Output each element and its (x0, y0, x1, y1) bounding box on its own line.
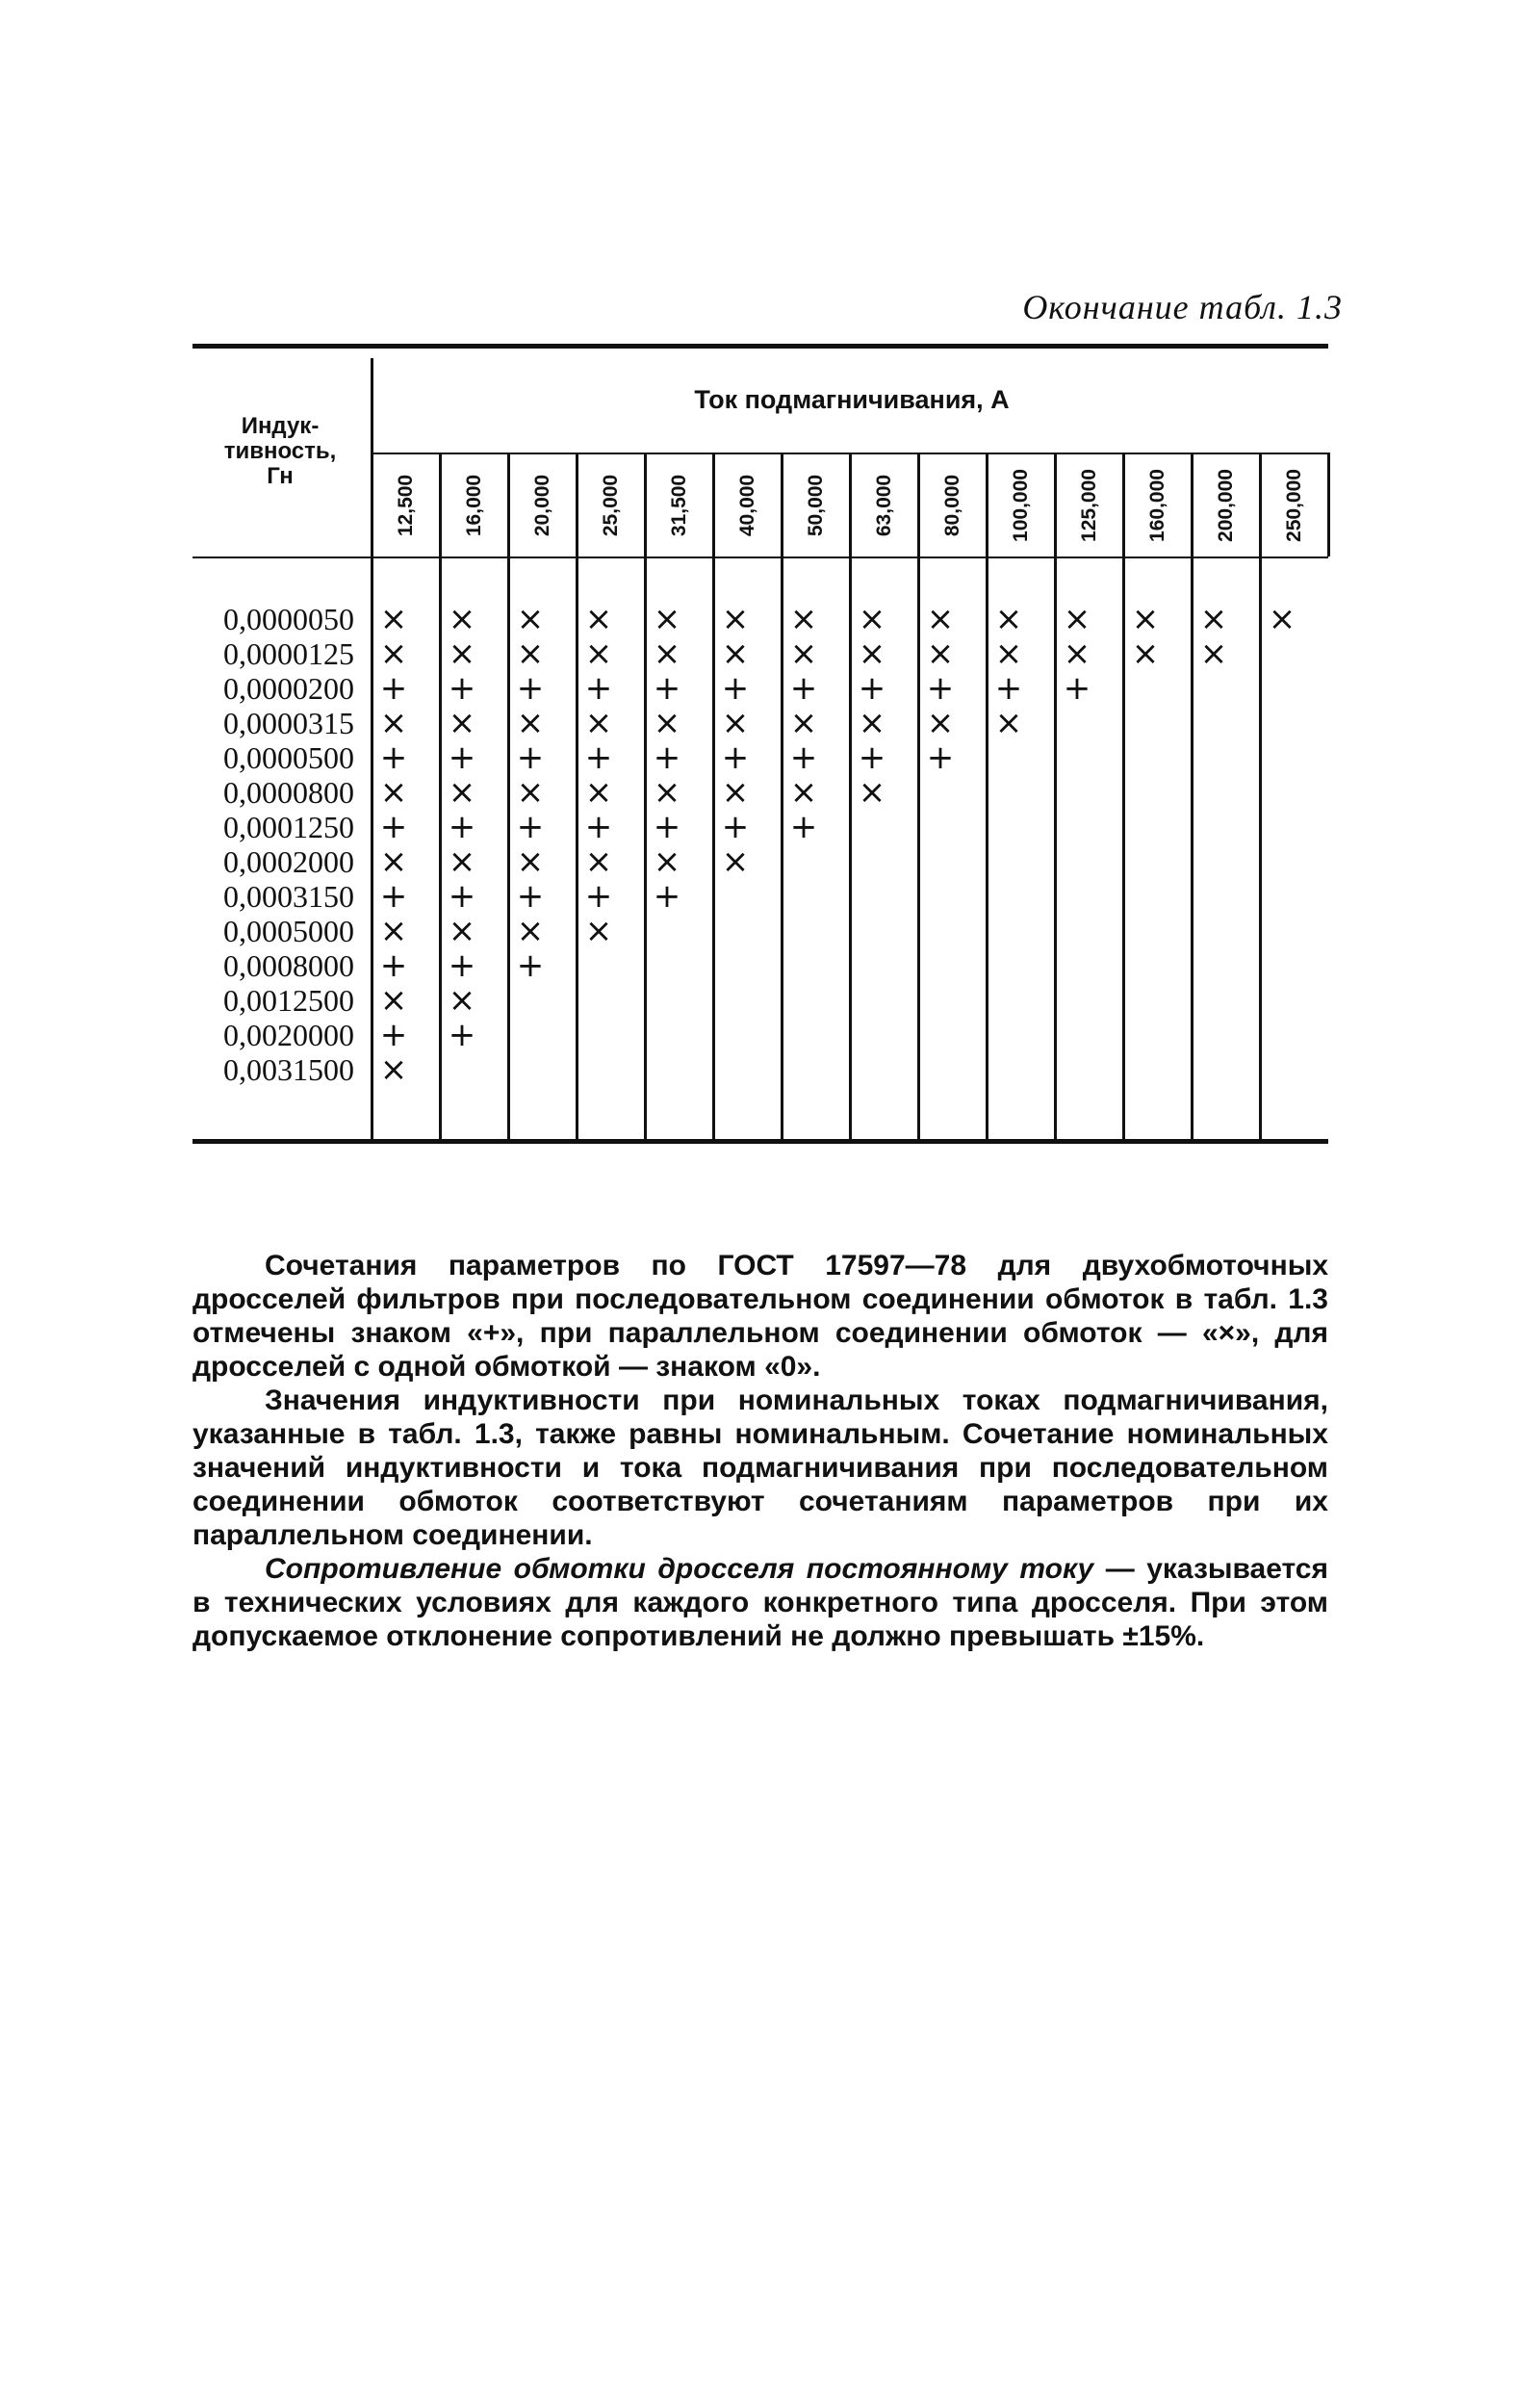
column-separator-line (917, 453, 920, 1139)
parallel-mark: × (379, 981, 408, 1020)
series-mark: + (584, 877, 613, 916)
parallel-mark: × (584, 600, 613, 638)
parallel-mark: × (721, 600, 750, 638)
inductance-value: 0,0020000 (223, 1018, 354, 1052)
series-mark: + (379, 1016, 408, 1054)
inductance-value: 0,0000800 (223, 775, 354, 810)
parallel-mark: × (653, 773, 681, 812)
series-mark: + (653, 877, 681, 916)
column-separator-line (986, 453, 988, 1139)
parallel-mark: × (858, 704, 886, 742)
series-mark: + (926, 669, 955, 708)
column-separator-line (439, 453, 442, 1139)
parallel-mark: × (379, 773, 408, 812)
parallel-mark: × (653, 704, 681, 742)
parallel-mark: × (379, 912, 408, 950)
parallel-mark: × (448, 634, 476, 673)
series-mark: + (653, 738, 681, 777)
column-separator-line (576, 453, 578, 1139)
series-mark: + (789, 808, 818, 846)
parallel-mark: × (721, 773, 750, 812)
parallel-mark: × (926, 600, 955, 638)
table-top-rule (192, 344, 1328, 349)
stub-separator-line (371, 358, 373, 1139)
series-mark: + (721, 669, 750, 708)
inductance-value: 0,0005000 (223, 914, 354, 948)
series-mark: + (858, 669, 886, 708)
parallel-mark: × (1063, 634, 1091, 673)
table-bottom-rule (192, 1139, 1328, 1144)
parallel-mark: × (448, 704, 476, 742)
parallel-mark: × (584, 634, 613, 673)
parallel-mark: × (448, 600, 476, 638)
parallel-mark: × (516, 842, 545, 881)
series-mark: + (584, 669, 613, 708)
parallel-mark: × (448, 842, 476, 881)
parallel-mark: × (789, 634, 818, 673)
parallel-mark: × (858, 634, 886, 673)
parallel-mark: × (721, 842, 750, 881)
paragraph-2: Значения индуктивности при номинальных токах подмагничивания, указанные в табл. 1.3, также равны номинальным. Сочетание номинальных значений индуктивности и тока подмагничивания при последовательном соединении обмоток соответствуют сочетаниям параметров при их параллельном соединении. (192, 1385, 1328, 1551)
parallel-mark: × (789, 773, 818, 812)
inductance-value: 0,0000050 (223, 602, 354, 636)
series-mark: + (379, 946, 408, 985)
series-mark: + (653, 669, 681, 708)
series-mark: + (584, 738, 613, 777)
parallel-mark: × (858, 600, 886, 638)
current-column-header: 250,000 (1282, 469, 1305, 542)
parallel-mark: × (1131, 600, 1160, 638)
series-mark: + (926, 738, 955, 777)
parallel-mark: × (379, 704, 408, 742)
column-separator-line (1327, 453, 1330, 556)
inductance-value: 0,0001250 (223, 810, 354, 844)
parallel-mark: × (721, 704, 750, 742)
series-mark: + (448, 808, 476, 846)
series-mark: + (516, 669, 545, 708)
inductance-value: 0,0031500 (223, 1052, 354, 1087)
series-mark: + (721, 738, 750, 777)
series-mark: + (448, 669, 476, 708)
inductance-value: 0,0002000 (223, 844, 354, 879)
column-separator-line (644, 453, 647, 1139)
parallel-mark: × (926, 704, 955, 742)
parallel-mark: × (789, 600, 818, 638)
current-column-header: 40,000 (735, 474, 758, 537)
parallel-mark: × (858, 773, 886, 812)
current-column-header: 125,000 (1077, 469, 1100, 542)
parallel-mark: × (516, 600, 545, 638)
parallel-mark: × (448, 981, 476, 1020)
inductance-value: 0,0000500 (223, 740, 354, 775)
inductance-value: 0,0003150 (223, 879, 354, 914)
current-column-header: 160,000 (1145, 469, 1168, 542)
parallel-mark: × (994, 704, 1023, 742)
paragraph-1: Сочетания параметров по ГОСТ 17597—78 для двухобмоточных дросселей фильтров при последовательном соединении обмоток в табл. 1.3 отмечены знаком «+», при параллельном соединении обмоток — «×», для дросселей с одной обмоткой — знаком «0». (192, 1250, 1328, 1383)
parallel-mark: × (584, 704, 613, 742)
inductance-value: 0,0000125 (223, 636, 354, 671)
series-mark: + (379, 877, 408, 916)
series-mark: + (789, 738, 818, 777)
current-column-header: 80,000 (940, 474, 963, 537)
parallel-mark: × (789, 704, 818, 742)
series-mark: + (516, 946, 545, 985)
current-column-header: 12,500 (394, 474, 417, 537)
parallel-mark: × (1199, 600, 1228, 638)
parallel-mark: × (584, 842, 613, 881)
series-mark: + (584, 808, 613, 846)
parallel-mark: × (994, 634, 1023, 673)
inductance-value: 0,0000315 (223, 706, 354, 740)
parallel-mark: × (379, 600, 408, 638)
parallel-mark: × (379, 634, 408, 673)
series-mark: + (379, 738, 408, 777)
series-mark: + (448, 946, 476, 985)
series-mark: + (516, 738, 545, 777)
series-mark: + (653, 808, 681, 846)
series-mark: + (379, 669, 408, 708)
parallel-mark: × (516, 773, 545, 812)
parallel-mark: × (1268, 600, 1296, 638)
series-mark: + (448, 1016, 476, 1054)
parallel-mark: × (448, 773, 476, 812)
series-mark: + (516, 808, 545, 846)
current-column-header: 200,000 (1214, 469, 1237, 542)
current-column-header: 63,000 (872, 474, 895, 537)
series-mark: + (379, 808, 408, 846)
inductance-value: 0,0008000 (223, 948, 354, 983)
parallel-mark: × (379, 1050, 408, 1089)
current-column-header: 50,000 (804, 474, 827, 537)
series-mark: + (448, 877, 476, 916)
header-bottom-rule (192, 556, 1328, 558)
column-separator-line (712, 453, 715, 1139)
column-separator-line (1191, 453, 1194, 1139)
parallel-mark: × (516, 912, 545, 950)
parallel-mark: × (379, 842, 408, 881)
column-separator-line (1122, 453, 1125, 1139)
parallel-mark: × (653, 842, 681, 881)
series-mark: + (858, 738, 886, 777)
current-column-header: 31,500 (667, 474, 690, 537)
column-separator-line (1054, 453, 1057, 1139)
parallel-mark: × (1131, 634, 1160, 673)
paragraph-3: Сопротивление обмотки дросселя постоянному току — указывается в технических условиях для каждого конкретного типа дросселя. При этом допускаемое отклонение сопротивлений не должно превышать ±15%. (192, 1553, 1328, 1652)
parallel-mark: × (653, 634, 681, 673)
current-column-header: 100,000 (1009, 469, 1032, 542)
parallel-mark: × (926, 634, 955, 673)
column-separator-line (507, 453, 510, 1139)
inductance-value: 0,0012500 (223, 983, 354, 1018)
column-separator-line (849, 453, 852, 1139)
parallel-mark: × (994, 600, 1023, 638)
series-mark: + (448, 738, 476, 777)
parallel-mark: × (1199, 634, 1228, 673)
parallel-mark: × (516, 634, 545, 673)
series-mark: + (1063, 669, 1091, 708)
parallel-mark: × (653, 600, 681, 638)
body-text (192, 1249, 1328, 1653)
parallel-mark: × (584, 912, 613, 950)
series-mark: + (516, 877, 545, 916)
column-separator-line (1259, 453, 1262, 1139)
column-separator-line (781, 453, 783, 1139)
series-mark: + (721, 808, 750, 846)
parallel-mark: × (1063, 600, 1091, 638)
current-column-header: 25,000 (599, 474, 622, 537)
current-group-header: Ток подмагничивания, А (694, 385, 1010, 414)
current-column-header: 16,000 (462, 474, 485, 537)
parallel-mark: × (448, 912, 476, 950)
inductance-value: 0,0000200 (223, 671, 354, 706)
stub-header: Индук- тивность, Гн (223, 413, 337, 489)
parallel-mark: × (516, 704, 545, 742)
table-caption: Окончание табл. 1.3 (1022, 288, 1343, 326)
current-column-header: 20,000 (530, 474, 553, 537)
parallel-mark: × (584, 773, 613, 812)
series-mark: + (994, 669, 1023, 708)
series-mark: + (789, 669, 818, 708)
parallel-mark: × (721, 634, 750, 673)
